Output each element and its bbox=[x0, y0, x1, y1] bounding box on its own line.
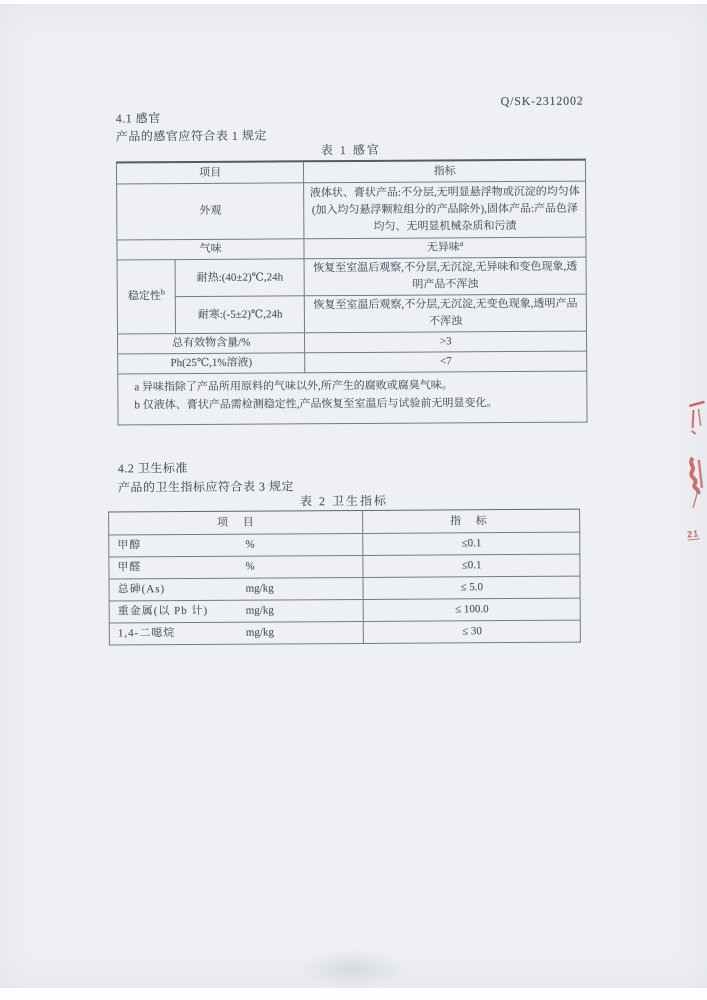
item-limit: ≤0.1 bbox=[363, 554, 580, 577]
table-header-row bbox=[116, 160, 585, 184]
odor-footnote-ref: a bbox=[459, 238, 464, 248]
sensory-table bbox=[116, 159, 588, 426]
ph-value: <7 bbox=[305, 351, 587, 373]
hygiene-table bbox=[108, 509, 581, 646]
table-row-stability-cold bbox=[117, 294, 586, 334]
table-row-methanol bbox=[109, 532, 580, 557]
item-limit: ≤ 100.0 bbox=[363, 598, 580, 621]
item-name: 总砷(As) bbox=[117, 583, 166, 596]
red-stamp-number: 21 bbox=[686, 528, 700, 540]
item-limit: ≤ 5.0 bbox=[363, 576, 580, 599]
red-stamp-mark-lower bbox=[684, 454, 707, 512]
document-number: Q/SK-2312002 bbox=[500, 93, 584, 109]
footnote-a: a 异味指除了产品所用原料的气味以外,所产生的腐败或腐臭气味。 bbox=[134, 379, 453, 394]
stability-label-text: 稳定性 bbox=[127, 290, 161, 303]
section-4-1-heading: 4.1 感官 bbox=[115, 111, 161, 126]
table1-header-item: 项目 bbox=[116, 161, 303, 184]
table1-header-indicator: 指标 bbox=[304, 160, 586, 183]
item-unit: % bbox=[245, 560, 255, 573]
item-cell bbox=[109, 577, 363, 601]
red-stamp-mark-upper bbox=[685, 398, 706, 450]
item-name: 甲醇 bbox=[117, 539, 142, 552]
stability-label bbox=[117, 260, 176, 334]
ph-label: Ph(25℃,1%溶液) bbox=[118, 353, 305, 374]
table-row-heavy-metals bbox=[109, 598, 580, 623]
table-row-appearance bbox=[117, 181, 586, 240]
item-limit: ≤ 30 bbox=[364, 620, 581, 643]
table-row-footnotes bbox=[118, 371, 587, 425]
item-cell bbox=[109, 533, 363, 557]
item-cell bbox=[109, 555, 363, 579]
section-4-2-intro: 产品的卫生指标应符合表 3 规定 bbox=[117, 479, 294, 495]
item-unit: % bbox=[245, 538, 255, 551]
section-4-2-heading: 4.2 卫生标准 bbox=[117, 461, 188, 476]
odor-value bbox=[304, 237, 586, 259]
item-name: 甲醛 bbox=[117, 561, 142, 574]
active-content-label: 总有效物含量/% bbox=[118, 333, 305, 354]
heat-condition: 耐热:(40±2)℃,24h bbox=[175, 259, 304, 297]
section-4-1-intro: 产品的感官应符合表 1 规定 bbox=[115, 128, 267, 144]
table-row-arsenic bbox=[109, 576, 580, 601]
scanned-page bbox=[0, 4, 707, 988]
table1-footnotes bbox=[118, 371, 587, 425]
table-header-row bbox=[109, 509, 580, 535]
table2-caption: 表 2 卫生指标 bbox=[299, 493, 389, 509]
appearance-value: 液体状、膏状产品:不分层,无明显悬浮物或沉淀的均匀体(加入均匀悬浮颗粒组分的产品除外),固体产品:产品色泽均匀、无明显机械杂质和污渍 bbox=[304, 181, 586, 239]
item-cell bbox=[109, 621, 363, 645]
cold-condition: 耐寒:(-5±2)℃,24h bbox=[175, 296, 304, 334]
odor-value-text: 无异味 bbox=[426, 241, 460, 254]
table1-caption: 表 1 感官 bbox=[320, 142, 381, 158]
item-limit: ≤0.1 bbox=[363, 532, 580, 555]
item-cell bbox=[109, 599, 363, 623]
table-row-dioxane bbox=[109, 620, 580, 645]
item-unit: mg/kg bbox=[245, 626, 274, 639]
appearance-label: 外观 bbox=[117, 183, 305, 240]
page-content bbox=[0, 2, 707, 990]
table-row-formaldehyde bbox=[109, 554, 580, 579]
table-row-stability-heat bbox=[117, 257, 586, 297]
scan-smudge bbox=[298, 949, 408, 990]
odor-label: 气味 bbox=[117, 239, 304, 260]
table2-header-item: 项 目 bbox=[109, 510, 363, 535]
item-name: 重金属(以 Pb 计) bbox=[117, 604, 209, 618]
item-unit: mg/kg bbox=[245, 604, 274, 617]
footnote-b: b 仅液体、膏状产品需检测稳定性,产品恢复至室温后与试验前无明显变化。 bbox=[134, 397, 498, 412]
heat-value: 恢复至室温后观察,不分层,无沉淀,无异味和变色现象,透明产品不浑浊 bbox=[304, 257, 586, 296]
item-unit: mg/kg bbox=[245, 582, 274, 595]
table2-header-indicator: 指 标 bbox=[363, 509, 580, 533]
cold-value: 恢复至室温后观察,不分层,无沉淀,无变色现象,透明产品不浑浊 bbox=[305, 294, 587, 333]
item-name: 1,4-二噁烷 bbox=[117, 627, 176, 640]
active-content-value: >3 bbox=[305, 331, 587, 353]
stability-footnote-ref: b bbox=[160, 287, 165, 297]
